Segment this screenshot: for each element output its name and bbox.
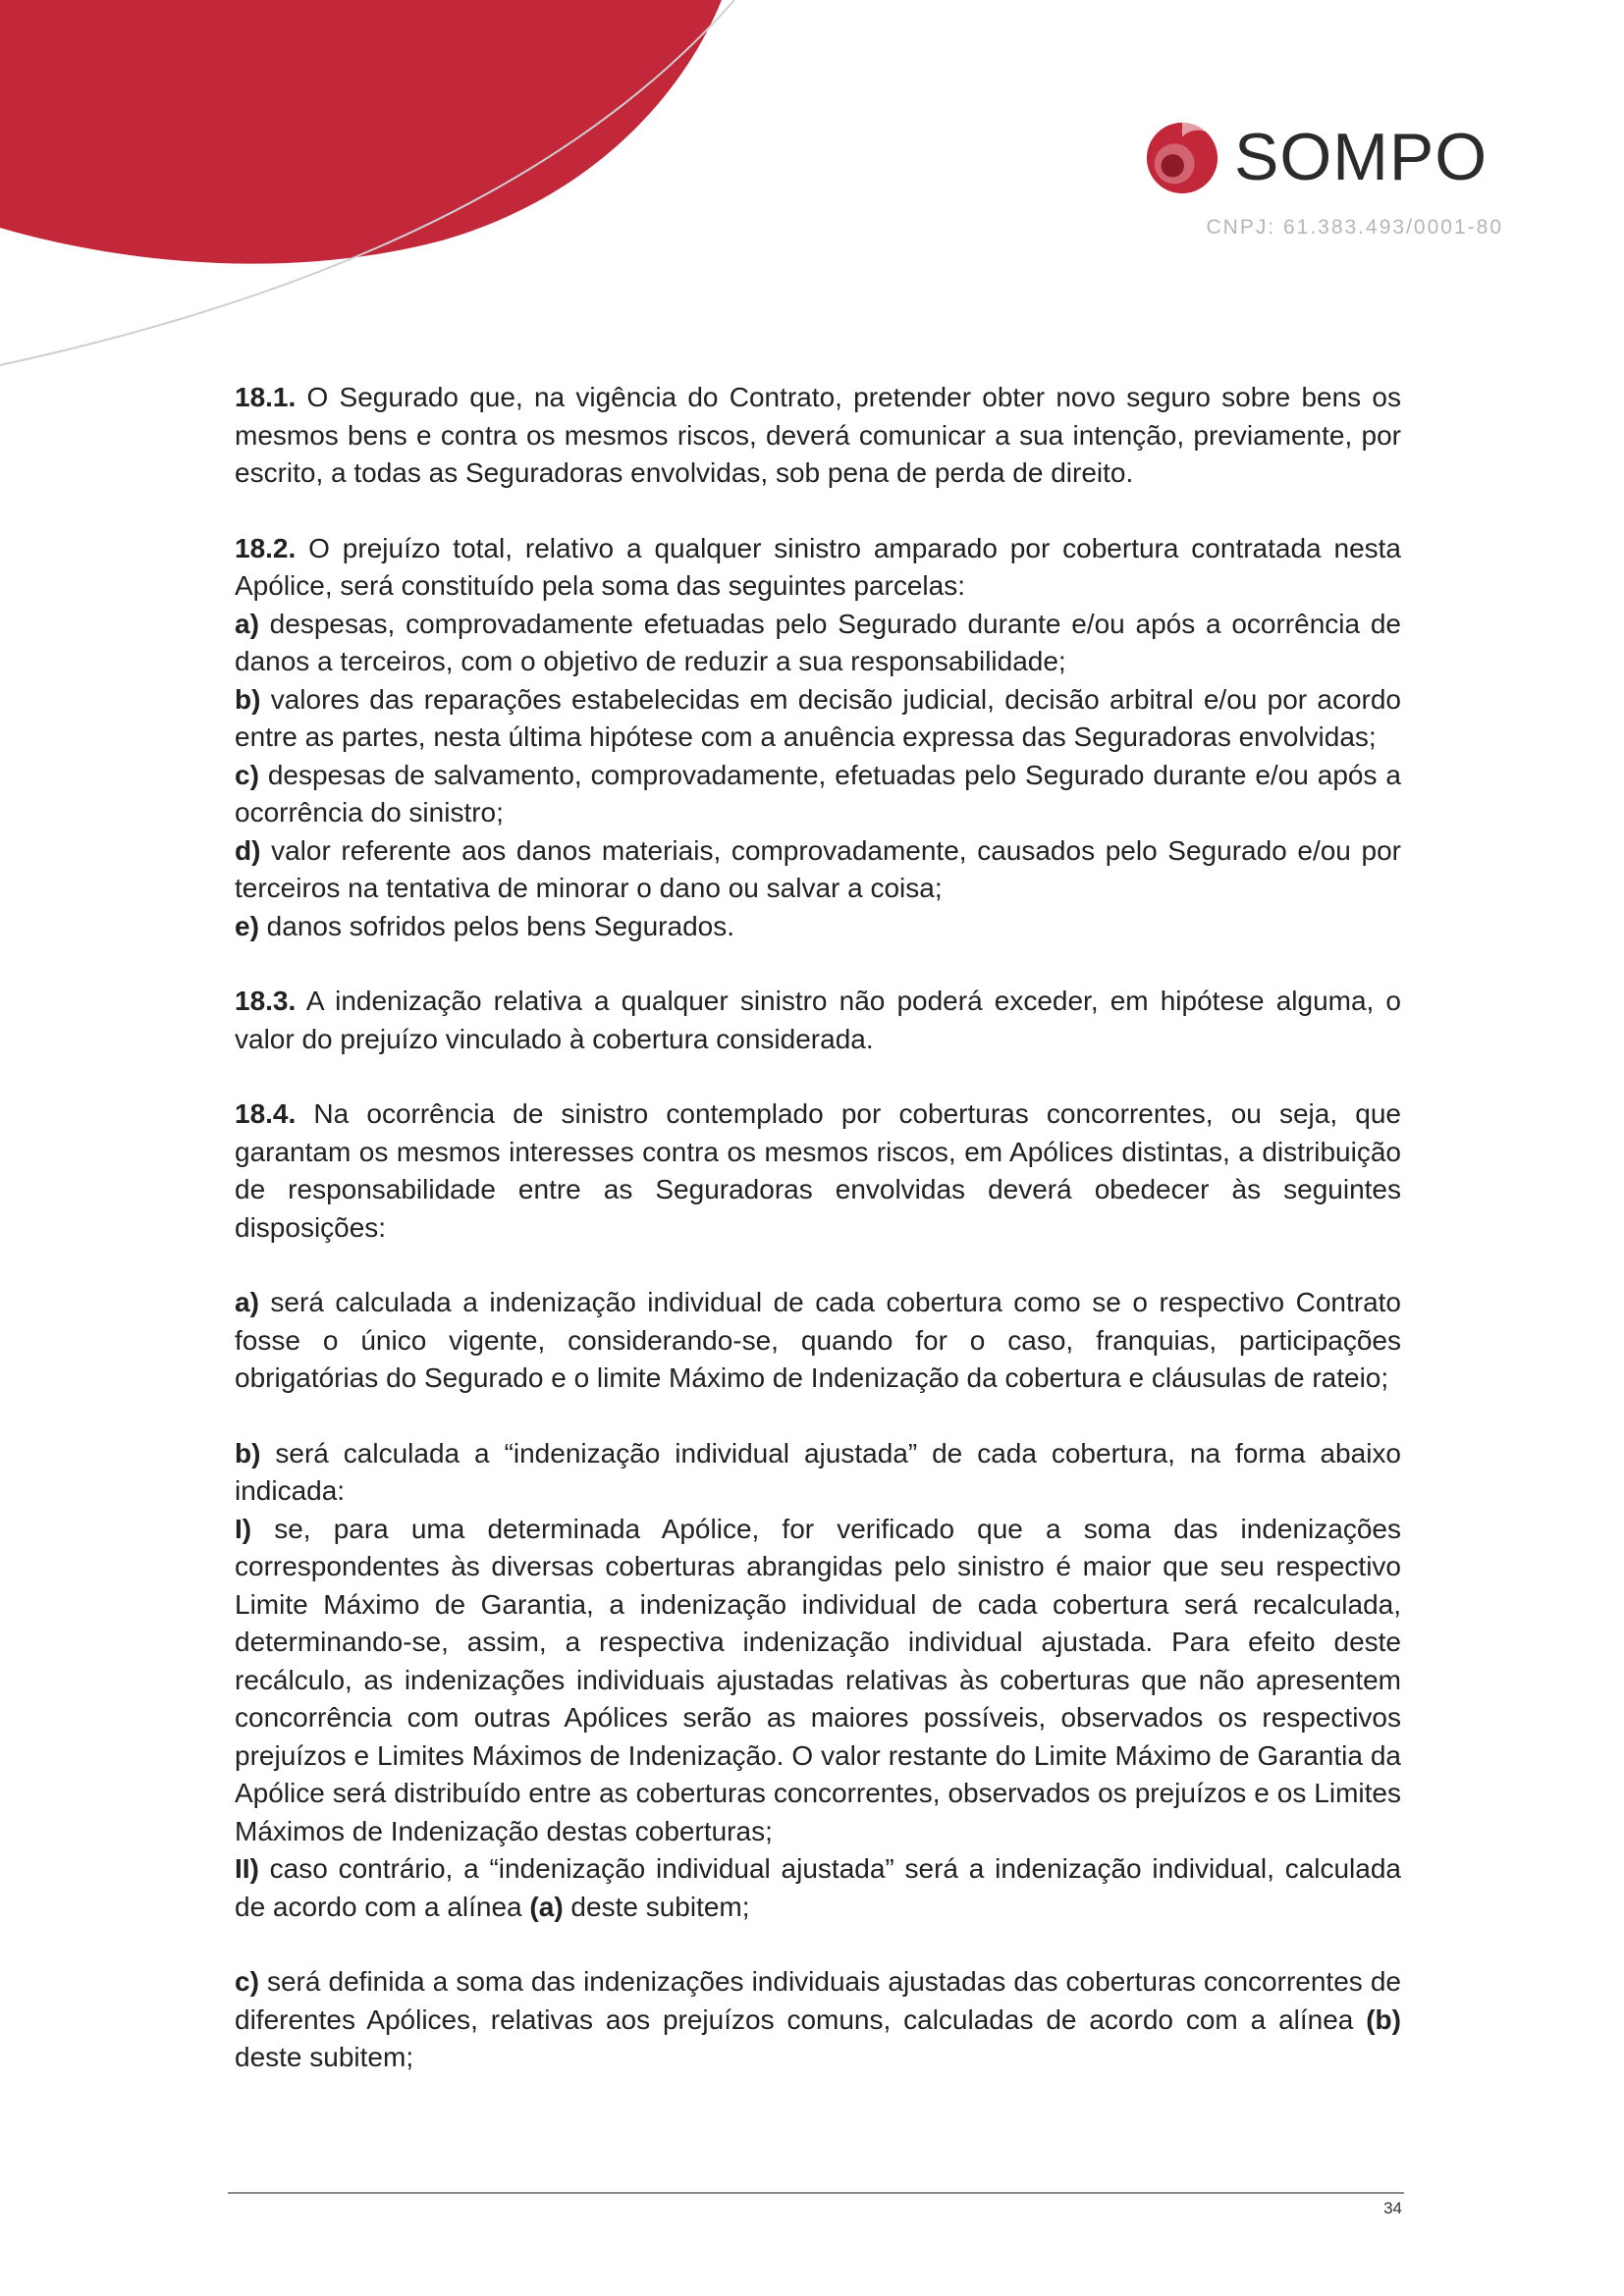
- section-text: Na ocorrência de sinistro contemplado por coberturas concorrentes, ou seja, que garantam os mesmos interesses contra os mesmos riscos, em Apólices distintas, a distribuição de responsabilidade entre as Seguradoras envolvidas deverá obedecer às seguintes disposições:: [235, 1098, 1401, 1243]
- list-item-d: [235, 832, 1401, 908]
- cnpj-text: CNPJ: 61.383.493/0001-80: [1206, 216, 1503, 239]
- section-18-3: [235, 983, 1401, 1058]
- item-label: II): [235, 1853, 259, 1884]
- item-text: valores das reparações estabelecidas em decisão judicial, decisão arbitral e/ou por acordo entre as partes, nesta última hipótese com a anuência expressa das Seguradoras envolvidas;: [235, 683, 1401, 752]
- section-number: 18.4.: [235, 1098, 297, 1129]
- section-18-4: [235, 1095, 1401, 1247]
- item-text: despesas de salvamento, comprovadamente, efetuadas pelo Segurado durante e/ou após a ocorrência do sinistro;: [235, 759, 1401, 828]
- item-label: b): [235, 683, 261, 715]
- item-label: e): [235, 910, 259, 941]
- section-number: 18.2.: [235, 532, 297, 563]
- item-label: c): [235, 1966, 259, 1997]
- item-reference: (b): [1366, 2003, 1401, 2035]
- item-text-end: deste subitem;: [235, 2042, 414, 2072]
- paragraph-a: [235, 1284, 1401, 1398]
- item-text: se, para uma determinada Apólice, for verificado que a soma das indenizações correspondentes às diversas coberturas abrangidas pelo sinistro é maior que seu respectivo Limite Máximo de Garantia, a indenização individual de cada cobertura será recalculada, determinando-se, assim, a respectiva indenização individual ajustada. Para efeito deste recálculo, as indenizações individuais ajustadas relativas às coberturas que não apresentem concorrência com outras Apólices serão as maiores possíveis, observados os respectivos prejuízos e Limites Máximos de Indenização. O valor restante do Limite Máximo de Garantia da Apólice será distribuído entre as coberturas concorrentes, observados os prejuízos e os Limites Máximos de Indenização destas coberturas;: [235, 1513, 1401, 1846]
- page-number: 34: [1383, 2199, 1402, 2217]
- section-number: 18.3.: [235, 986, 297, 1016]
- section-text: A indenização relativa a qualquer sinistro não poderá exceder, em hipótese alguma, o valor do prejuízo vinculado à cobertura considerada.: [235, 986, 1401, 1054]
- list-item-c: [235, 757, 1401, 832]
- item-text: será calculada a “indenização individual ajustada” de cada cobertura, na forma abaixo indicada:: [235, 1437, 1401, 1506]
- logo-wordmark: SOMPO: [1234, 120, 1489, 194]
- document-body: [235, 379, 1401, 2077]
- item-text: despesas, comprovadamente efetuadas pelo Segurado durante e/ou após a ocorrência de danos a terceiros, com o objetivo de reduzir a sua responsabilidade;: [235, 608, 1401, 676]
- item-label: d): [235, 834, 261, 866]
- item-text: será definida a soma das indenizações individuais ajustadas das coberturas concorrentes de diferentes Apólices, relativas aos prejuízos comuns, calculadas de acordo com a alínea: [235, 1966, 1401, 2035]
- item-text: será calculada a indenização individual de cada cobertura como se o respectivo Contrato fosse o único vigente, considerando-se, quando for o caso, franquias, participações obrigatórias do Segurado e o limite Máximo de Indenização da cobertura e cláusulas de rateio;: [235, 1287, 1401, 1393]
- section-text: O Segurado que, na vigência do Contrato, pretender obter novo seguro sobre bens os mesmos bens e contra os mesmos riscos, deverá comunicar a sua intenção, previamente, por escrito, a todas as Seguradoras envolvidas, sob pena de perda de direito.: [235, 382, 1401, 488]
- list-item-e: [235, 908, 1401, 946]
- paragraph-b: [235, 1435, 1401, 1511]
- section-18-1: [235, 379, 1401, 493]
- item-text-end: deste subitem;: [563, 1891, 750, 1922]
- list-item-a: [235, 606, 1401, 681]
- section-18-2: [235, 530, 1401, 606]
- item-text: danos sofridos pelos bens Segurados.: [258, 910, 734, 941]
- subitem-ii: [235, 1850, 1401, 1926]
- sompo-emblem-icon: [1144, 120, 1220, 196]
- item-label: b): [235, 1437, 261, 1468]
- section-number: 18.1.: [235, 382, 297, 412]
- item-reference: (a): [529, 1891, 564, 1922]
- list-item-b: [235, 681, 1401, 757]
- subitem-i: [235, 1511, 1401, 1851]
- company-logo: [1144, 118, 1517, 245]
- item-label: I): [235, 1513, 252, 1544]
- item-label: a): [235, 1287, 259, 1317]
- section-text: O prejuízo total, relativo a qualquer sinistro amparado por cobertura contratada nesta Apólice, será constituído pela soma das seguintes parcelas:: [235, 532, 1401, 601]
- item-text: valor referente aos danos materiais, comprovadamente, causados pelo Segurado e/ou por terceiros na tentativa de minorar o dano ou salvar a coisa;: [235, 834, 1401, 903]
- footer-divider: [228, 2192, 1404, 2194]
- paragraph-c: [235, 1963, 1401, 2077]
- item-label: a): [235, 608, 259, 639]
- corner-decoration: [0, 0, 982, 412]
- red-corner-shape: [0, 0, 722, 264]
- item-text: caso contrário, a “indenização individual ajustada” será a indenização individual, calculada de acordo com a alínea: [235, 1853, 1401, 1922]
- item-label: c): [235, 759, 259, 790]
